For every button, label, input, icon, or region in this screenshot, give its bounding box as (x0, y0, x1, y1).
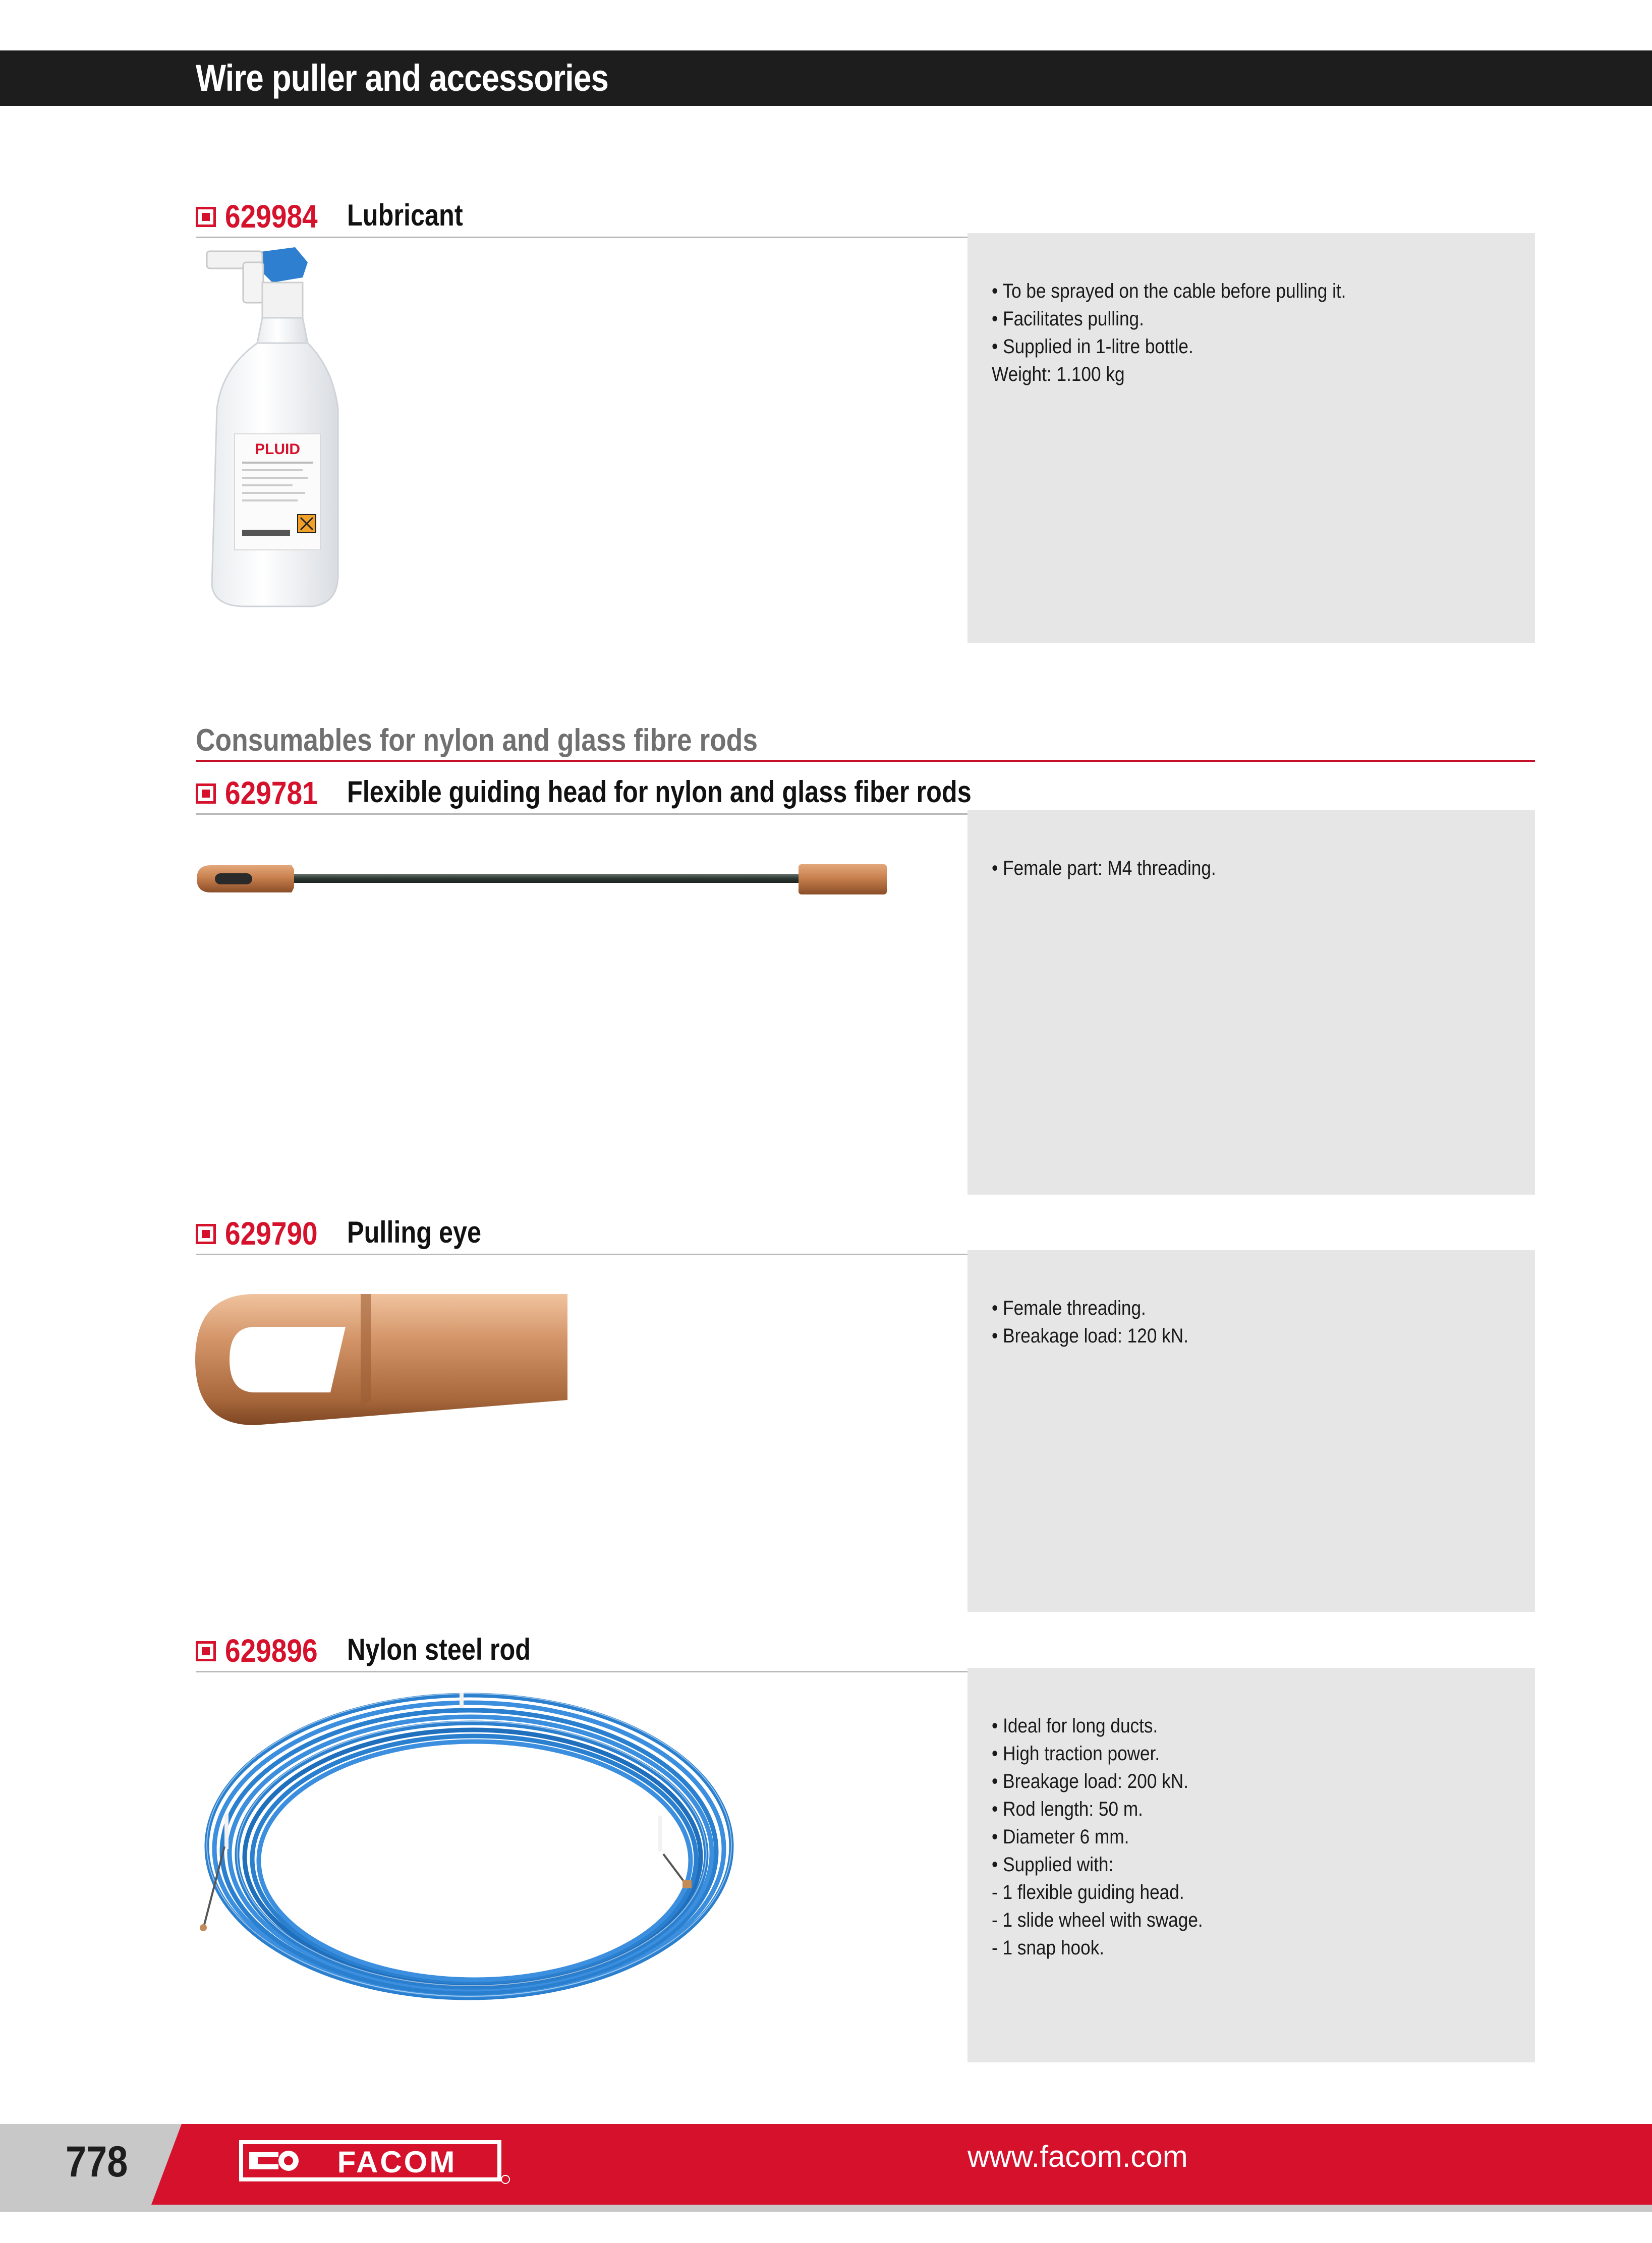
red-square-bullet-icon (196, 207, 216, 227)
product-heading-pulling-eye (196, 1215, 1535, 1255)
lubricant-bottle-image (187, 242, 348, 610)
section-title: Consumables for nylon and glass fibre rods (196, 723, 758, 758)
description-line: • Breakage load: 120 kN. (992, 1325, 1188, 1347)
description-line: • Supplied in 1-litre bottle. (992, 335, 1193, 358)
section-divider (196, 760, 1535, 762)
description-line: • High traction power. (992, 1743, 1160, 1765)
product-name: Flexible guiding head for nylon and glass fiber rods (347, 775, 972, 809)
product-heading-nylon-rod (196, 1632, 1535, 1672)
nylon-rod-coil-image (194, 1693, 744, 2015)
pulling-eye-image (194, 1292, 578, 1428)
description-box-guiding-head (967, 810, 1535, 1195)
product-heading-guiding-head (196, 774, 1535, 815)
product-name: Pulling eye (347, 1215, 482, 1249)
product-name: Nylon steel rod (347, 1633, 531, 1666)
product-heading-lubricant (196, 198, 1535, 238)
description-line: • Supplied with: (992, 1854, 1114, 1876)
description-line: • Diameter 6 mm. (992, 1826, 1129, 1848)
product-reference: 629790 (225, 1215, 318, 1252)
description-line: • To be sprayed on the cable before pulling it. (992, 280, 1346, 302)
description-box-pulling-eye (967, 1250, 1535, 1612)
product-reference: 629781 (225, 775, 318, 811)
page-title: Wire puller and accessories (196, 57, 609, 99)
description-box-nylon-rod (967, 1668, 1535, 2062)
description-line: - 1 flexible guiding head. (992, 1881, 1184, 1903)
description-line: - 1 snap hook. (992, 1937, 1105, 1959)
description-line: Weight: 1.100 kg (992, 363, 1125, 385)
product-reference: 629984 (225, 198, 318, 235)
description-line: - 1 slide wheel with swage. (992, 1909, 1203, 1931)
footer-website-link[interactable]: www.facom.com (967, 2140, 1188, 2173)
product-reference: 629896 (225, 1633, 318, 1669)
description-line: • Female threading. (992, 1297, 1146, 1319)
red-square-bullet-icon (196, 1224, 216, 1244)
description-line: • Female part: M4 threading. (992, 857, 1216, 879)
facom-logo (238, 2137, 510, 2190)
product-name: Lubricant (347, 198, 463, 232)
svg-text:PLUID: PLUID (255, 441, 300, 458)
description-line: • Ideal for long ducts. (992, 1715, 1158, 1737)
description-box-lubricant (967, 233, 1535, 643)
description-line: • Breakage load: 200 kN. (992, 1770, 1188, 1792)
red-square-bullet-icon (196, 1641, 216, 1661)
red-square-bullet-icon (196, 783, 216, 804)
description-line: • Rod length: 50 m. (992, 1798, 1143, 1820)
footer-bottom-line (0, 2205, 1652, 2212)
guiding-head-image (196, 860, 897, 901)
description-line: • Facilitates pulling. (992, 308, 1144, 330)
page-number: 778 (66, 2138, 128, 2186)
svg-text:FACOM: FACOM (337, 2145, 457, 2179)
